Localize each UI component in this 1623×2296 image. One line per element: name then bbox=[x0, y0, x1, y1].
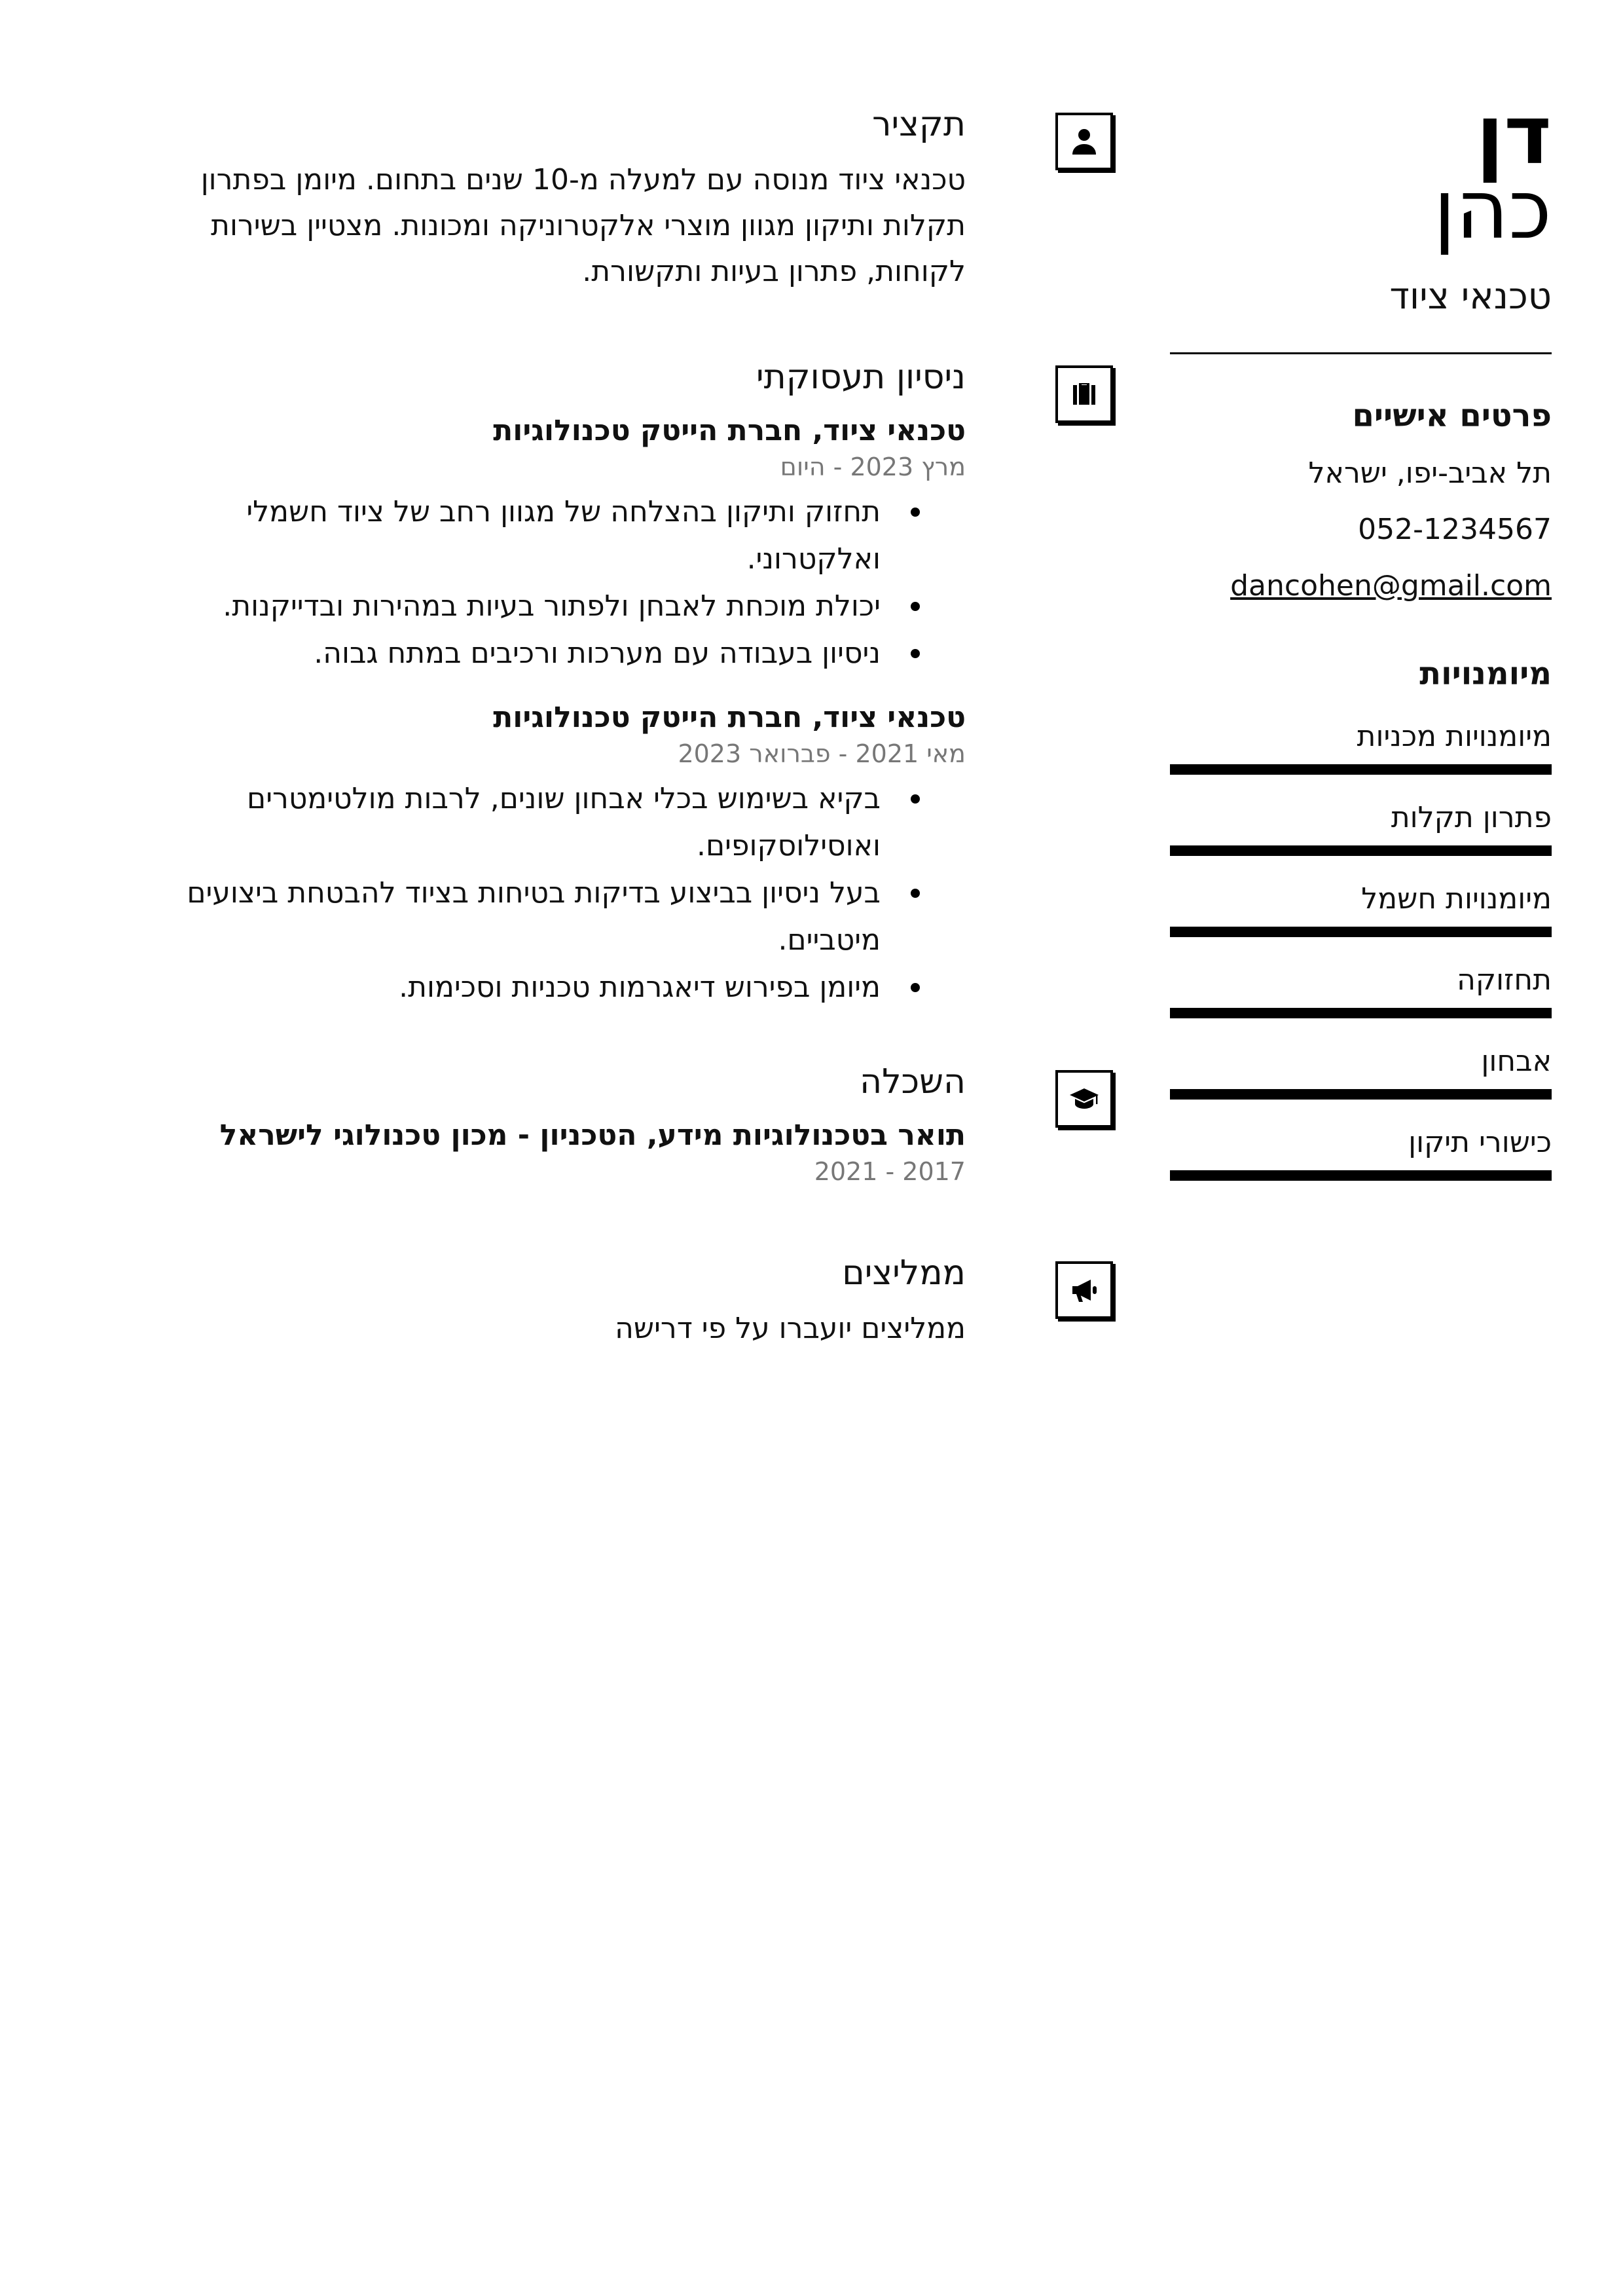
skill-bar-fill bbox=[1170, 1089, 1552, 1100]
skill-bar bbox=[1170, 927, 1552, 937]
job-entry bbox=[111, 411, 966, 677]
skill-bar-fill bbox=[1170, 927, 1552, 937]
experience-heading: ניסיון תעסוקתי bbox=[756, 358, 966, 397]
skill-bar-fill bbox=[1170, 845, 1552, 856]
personal-details-heading: פרטים אישיים bbox=[1352, 398, 1552, 434]
job-bullets bbox=[111, 489, 966, 677]
list-item: בקיא בשימוש בכלי אבחון שונים, לרבות מולטימטרים ואוסילוסקופים. bbox=[111, 775, 881, 870]
job-title: טכנאי ציוד, חברת הייטק טכנולוגיות bbox=[493, 414, 966, 447]
skill-label: פתרון תקלות bbox=[1391, 801, 1552, 834]
education-section bbox=[111, 1056, 966, 1188]
skill-item bbox=[1170, 1124, 1552, 1181]
education-heading: השכלה bbox=[860, 1062, 966, 1102]
degree-title: תואר בטכנולוגיות מידע, הטכניון - מכון טכנולוגי לישראל bbox=[219, 1119, 966, 1152]
first-name: דן bbox=[1476, 88, 1552, 183]
skill-label: מיומנויות מכניות bbox=[1357, 720, 1552, 753]
megaphone-icon bbox=[1055, 1261, 1113, 1319]
person-icon bbox=[1055, 113, 1113, 170]
skill-label: כישורי תיקון bbox=[1408, 1126, 1552, 1159]
skills-heading: מיומנויות bbox=[1419, 656, 1552, 692]
job-bullets bbox=[111, 775, 966, 1011]
list-item: מיומן בפירוש דיאגרמות טכניות וסכימות. bbox=[111, 964, 881, 1011]
phone-text: 052-1234567 bbox=[1358, 513, 1552, 546]
skill-bar bbox=[1170, 845, 1552, 856]
job-dates: מאי 2021 - פברואר 2023 bbox=[678, 739, 966, 768]
skill-label: אבחון bbox=[1481, 1045, 1552, 1078]
skill-label: תחזוקה bbox=[1457, 963, 1552, 997]
job-entry bbox=[111, 698, 966, 1011]
education-dates: 2017 - 2021 bbox=[814, 1157, 966, 1186]
skill-bar-fill bbox=[1170, 1008, 1552, 1018]
summary-section bbox=[111, 98, 966, 295]
list-item: בעל ניסיון בביצוע בדיקות בטיחות בציוד להבטחת ביצועים מיטביים. bbox=[111, 870, 881, 964]
list-item: תחזוק ותיקון בהצלחה של מגוון רחב של ציוד חשמלי ואלקטרוני. bbox=[111, 489, 881, 583]
skill-label: מיומנויות חשמל bbox=[1361, 882, 1552, 916]
sidebar-divider bbox=[1170, 352, 1552, 354]
skill-bar bbox=[1170, 1008, 1552, 1018]
email-link[interactable]: dancohen@gmail.com bbox=[1230, 569, 1552, 602]
skill-bar bbox=[1170, 1170, 1552, 1181]
skill-bar-fill bbox=[1170, 764, 1552, 775]
skill-item bbox=[1170, 881, 1552, 937]
sidebar bbox=[1170, 88, 1552, 1181]
graduation-cap-icon bbox=[1055, 1070, 1113, 1128]
summary-heading: תקציר bbox=[872, 105, 966, 144]
skill-bar-fill bbox=[1170, 1170, 1552, 1181]
job-title: טכנאי ציוד bbox=[1389, 275, 1552, 318]
job-dates: מרץ 2023 - היום bbox=[780, 453, 966, 481]
skill-bar bbox=[1170, 764, 1552, 775]
job-title: טכנאי ציוד, חברת הייטק טכנולוגיות bbox=[493, 701, 966, 734]
main-column bbox=[111, 98, 966, 1352]
references-heading: ממליצים bbox=[842, 1253, 966, 1293]
last-name: כהן bbox=[1433, 163, 1552, 257]
skill-item bbox=[1170, 1043, 1552, 1100]
briefcase-icon bbox=[1055, 365, 1113, 423]
location-text: תל אביב-יפו, ישראל bbox=[1308, 456, 1552, 490]
skills-list bbox=[1170, 718, 1552, 1181]
skill-item bbox=[1170, 718, 1552, 775]
full-name bbox=[1170, 88, 1552, 257]
list-item: יכולת מוכחת לאבחן ולפתור בעיות במהירות ובדייקנות. bbox=[111, 583, 881, 630]
summary-text: טכנאי ציוד מנוסה עם למעלה מ-10 שנים בתחום. מיומן בפתרון תקלות ותיקון מגוון מוצרי אלקטרוניקה ומכונות. מצטיין בשירות לקוחות, פתרון בעיות ותקשורת. bbox=[200, 163, 966, 288]
references-text: ממליצים יועברו על פי דרישה bbox=[615, 1312, 966, 1345]
skill-item bbox=[1170, 962, 1552, 1018]
list-item: ניסיון בעבודה עם מערכות ורכיבים במתח גבוה. bbox=[111, 630, 881, 677]
skill-bar bbox=[1170, 1089, 1552, 1100]
skill-item bbox=[1170, 800, 1552, 856]
experience-section bbox=[111, 351, 966, 1011]
references-section bbox=[111, 1247, 966, 1352]
